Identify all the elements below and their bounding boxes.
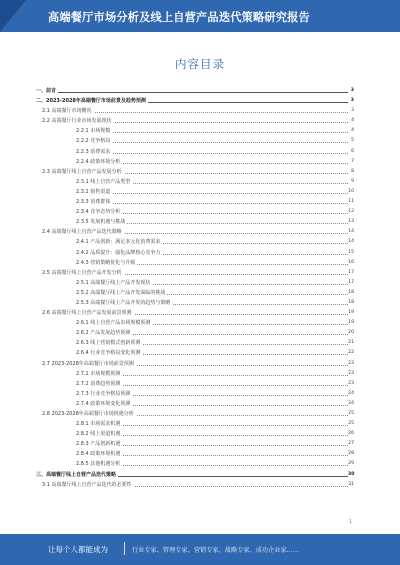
page-number: 1 xyxy=(349,519,353,525)
table-of-contents xyxy=(34,87,354,491)
toc-heading: 内容目录 xyxy=(175,57,225,71)
toc-entry-page: 10 xyxy=(348,188,354,194)
toc-entry[interactable] xyxy=(34,178,354,188)
toc-entry-text: 2.5.1 高端餐厅线上产品开发现状 xyxy=(76,279,151,286)
toc-entry-page: 4 xyxy=(348,127,354,135)
toc-entry-text: 2.3.2 销售渠道 xyxy=(76,188,111,195)
toc-entry-text: 2.6.2 产品发展趋势预测 xyxy=(76,330,131,337)
toc-entry[interactable] xyxy=(34,360,354,370)
toc-entry-text: 2.7.2 消费趋势预测 xyxy=(76,380,121,387)
toc-entry-page: 19 xyxy=(348,310,354,316)
toc-entry[interactable] xyxy=(34,299,354,309)
toc-entry-text: 2.8.1 市场需求机遇 xyxy=(76,421,121,428)
toc-entry[interactable] xyxy=(34,97,354,107)
toc-entry[interactable] xyxy=(34,349,354,359)
toc-entry-text: 2.4.2 品质提升：强化品牌核心竞争力 xyxy=(76,249,161,256)
toc-entry-text: 2.3.3 消费群体 xyxy=(76,199,111,206)
toc-entry[interactable] xyxy=(34,87,354,97)
toc-entry-text: 2.3.1 线上自营产品类型 xyxy=(76,178,131,185)
toc-entry-page: 28 xyxy=(348,451,354,457)
toc-entry-page: 3 xyxy=(348,97,354,105)
toc-entry[interactable] xyxy=(34,168,354,178)
toc-entry-page: 18 xyxy=(348,299,354,305)
toc-entry-page: 14 xyxy=(348,239,354,245)
toc-entry-text: 2.5 高端餐厅线上自营产品开发分析 xyxy=(42,269,122,276)
toc-entry-text: 2.8.4 政策环境机遇 xyxy=(76,451,121,458)
toc-entry-text: 2.5.2 高端餐厅线上产品开发面临的挑战 xyxy=(76,289,166,296)
toc-entry[interactable] xyxy=(34,249,354,259)
toc-entry-text: 一、前言 xyxy=(36,88,57,94)
toc-entry-page: 25 xyxy=(348,411,354,416)
toc-entry-page: 13 xyxy=(348,219,354,225)
toc-entry-text: 2.7.4 政策环境变化预测 xyxy=(76,400,131,407)
toc-entry-page: 29 xyxy=(348,461,354,467)
toc-entry-page: 4 xyxy=(348,117,354,125)
toc-leader-line xyxy=(76,132,348,133)
toc-entry[interactable] xyxy=(34,380,354,390)
toc-entry[interactable] xyxy=(34,269,354,279)
toc-entry[interactable] xyxy=(34,289,354,299)
toc-entry-page: 25 xyxy=(348,421,354,427)
toc-entry-page: 19 xyxy=(348,320,354,326)
footer-tagline: 行业专家、管理专家、营销专家、战略专家、成功企业家…… xyxy=(132,547,300,554)
toc-entry-text: 2.6.3 线上营销模式创新预测 xyxy=(76,340,141,347)
toc-entry[interactable] xyxy=(34,400,354,410)
toc-entry-page: 6 xyxy=(348,148,354,156)
toc-entry-text: 2.2 高端餐厅行业市场发展现状 xyxy=(42,118,112,125)
toc-entry-text: 2.7.1 市场规模预测 xyxy=(76,370,121,377)
header-accent-shape xyxy=(0,0,26,32)
toc-entry-text: 2.2.1 市场规模 xyxy=(76,128,111,135)
toc-entry-page: 20 xyxy=(348,330,354,336)
toc-entry[interactable] xyxy=(34,339,354,349)
toc-entry-text: 二、2023-2028年高端餐厅市场前景及趋势预测 xyxy=(36,98,146,105)
toc-entry-page: 23 xyxy=(348,360,354,366)
toc-entry-text: 2.2.4 政策环境分析 xyxy=(76,158,121,165)
toc-entry-page: 8 xyxy=(348,168,354,176)
toc-entry-text: 三、高端餐厅线上自营产品迭代策略 xyxy=(36,471,117,478)
toc-entry-page: 26 xyxy=(348,431,354,437)
toc-entry[interactable] xyxy=(34,390,354,400)
toc-entry-text: 2.3.4 竞争态势分析 xyxy=(76,209,121,216)
toc-leader-line xyxy=(76,142,348,143)
toc-entry[interactable] xyxy=(34,208,354,218)
toc-entry-text: 2.7.3 行业竞争格局预测 xyxy=(76,390,131,397)
toc-entry[interactable] xyxy=(34,410,354,420)
toc-entry-page: 18 xyxy=(348,289,354,295)
toc-entry[interactable] xyxy=(34,259,354,269)
toc-entry[interactable] xyxy=(34,420,354,430)
toc-entry[interactable] xyxy=(34,319,354,329)
toc-entry-page: 17 xyxy=(348,269,354,275)
toc-entry-page: 3 xyxy=(348,87,354,95)
toc-entry-page: 27 xyxy=(348,441,354,447)
toc-entry-text: 2.3 高端餐厅线上自营产品发展分析 xyxy=(42,168,122,175)
toc-entry[interactable] xyxy=(34,430,354,440)
toc-entry[interactable] xyxy=(34,471,354,481)
toc-entry-page: 30 xyxy=(348,471,355,477)
toc-entry-text: 2.6.1 线上自营产品市场规模预测 xyxy=(76,320,151,327)
toc-entry-text: 2.6.4 行业竞争格局变化预测 xyxy=(76,350,141,357)
toc-entry[interactable] xyxy=(34,137,354,147)
toc-entry[interactable] xyxy=(34,238,354,248)
toc-entry[interactable] xyxy=(34,460,354,470)
toc-entry[interactable] xyxy=(34,107,354,117)
toc-entry[interactable] xyxy=(34,440,354,450)
toc-entry-page: 22 xyxy=(348,350,354,356)
toc-entry[interactable] xyxy=(34,370,354,380)
toc-entry-text: 2.2.3 消费需求 xyxy=(76,148,111,155)
toc-entry-page: 7 xyxy=(348,158,354,166)
toc-entry-page: 12 xyxy=(348,209,354,215)
toc-entry-text: 2.2.2 竞争格局 xyxy=(76,138,111,145)
toc-leader-line xyxy=(76,153,348,154)
toc-entry[interactable] xyxy=(34,450,354,460)
toc-entry-page: 16 xyxy=(348,259,354,265)
toc-entry-page: 17 xyxy=(348,279,354,285)
toc-entry[interactable] xyxy=(34,218,354,228)
toc-entry-text: 2.4 高端餐厅线上自营产品迭代策略 xyxy=(42,229,122,236)
toc-entry[interactable] xyxy=(34,329,354,339)
toc-entry[interactable] xyxy=(34,198,354,208)
toc-entry[interactable] xyxy=(34,309,354,319)
toc-entry-page: 15 xyxy=(348,249,354,255)
toc-entry-page: 11 xyxy=(348,199,354,205)
toc-entry-text: 2.8.5 其他机遇分析 xyxy=(76,461,121,468)
footer-bar xyxy=(0,534,400,565)
toc-entry-text: 2.8.2 线上渠道机遇 xyxy=(76,431,121,438)
toc-leader-line xyxy=(76,193,348,194)
toc-entry-page: 3 xyxy=(348,107,354,115)
toc-entry-text: 2.7 2023-2028年高端餐厅市场前景预测 xyxy=(42,360,134,367)
toc-entry-text: 2.8 2023-2028年高端餐厅市场机遇分析 xyxy=(42,411,134,417)
toc-entry[interactable] xyxy=(34,228,354,238)
toc-leader-line xyxy=(36,92,348,93)
header-bar xyxy=(0,0,400,32)
toc-entry[interactable] xyxy=(34,188,354,198)
toc-entry-text: 2.3.5 发展机遇与挑战 xyxy=(76,219,126,226)
toc-entry-text: 2.1 高端餐厅市场概况 xyxy=(42,108,92,115)
footer-slogan: 让每个人都能成为 xyxy=(48,545,108,554)
report-title: 高端餐厅市场分析及线上自营产品迭代策略研究报告 xyxy=(48,11,310,24)
toc-entry-text: 2.5.3 高端餐厅线上产品开发的趋势与策略 xyxy=(76,299,171,306)
toc-entry-page: 23 xyxy=(348,380,354,386)
toc-entry-text: 3.1 高端餐厅线上自营产品迭代的必要性 xyxy=(42,481,132,488)
toc-entry-page: 14 xyxy=(348,229,354,235)
toc-entry[interactable] xyxy=(34,148,354,158)
toc-entry-text: 2.8.3 产品创新机遇 xyxy=(76,441,121,448)
footer-divider xyxy=(124,542,125,555)
toc-entry-page: 31 xyxy=(348,481,354,487)
toc-entry-page: 9 xyxy=(348,178,354,186)
toc-entry-text: 2.6 高端餐厅线上自营产品发展前景预测 xyxy=(42,310,132,317)
toc-entry-page: 5 xyxy=(348,137,354,145)
toc-entry-page: 24 xyxy=(348,400,354,406)
toc-entry-page: 24 xyxy=(348,390,354,396)
toc-entry[interactable] xyxy=(34,158,354,168)
toc-entry-page: 23 xyxy=(348,370,354,376)
toc-entry[interactable] xyxy=(34,481,354,491)
toc-entry-page: 21 xyxy=(348,340,354,346)
toc-entry-text: 2.4.3 营销策略优化与升级 xyxy=(76,259,136,266)
toc-entry[interactable] xyxy=(34,117,354,127)
toc-leader-line xyxy=(76,203,348,204)
toc-entry[interactable] xyxy=(34,279,354,289)
toc-entry-text: 2.4.1 产品创新：满足多元化消费需求 xyxy=(76,239,161,246)
toc-entry[interactable] xyxy=(34,127,354,137)
